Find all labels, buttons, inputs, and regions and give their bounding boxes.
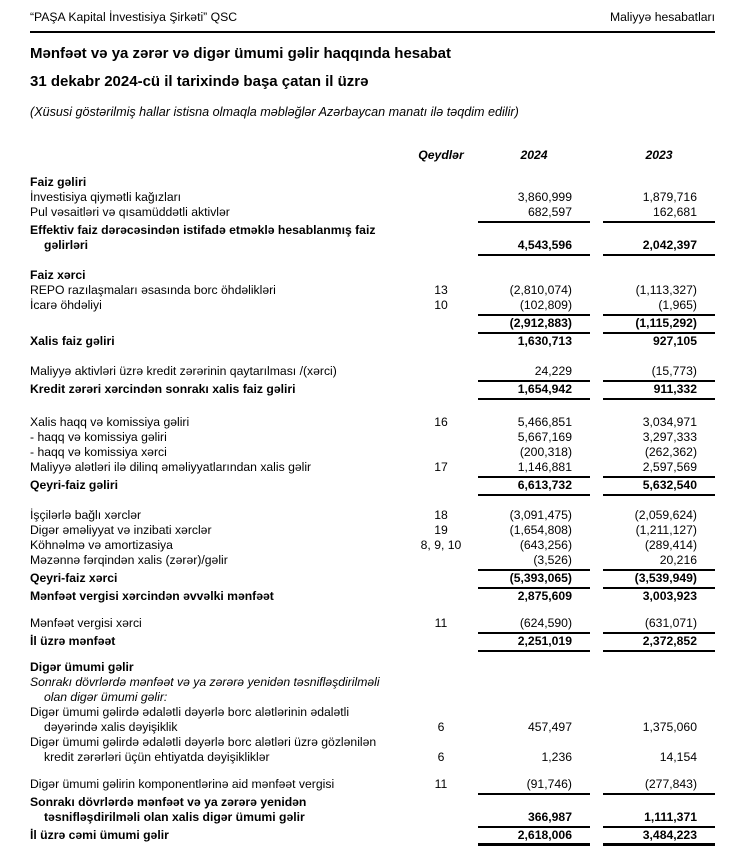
value-2024: 5,466,851 <box>517 415 572 429</box>
section-row <box>30 175 715 190</box>
value-2024: 457,497 <box>527 720 572 734</box>
value-2023: (1,113,327) <box>635 283 697 297</box>
statement-body <box>30 175 715 846</box>
statement-row <box>30 283 715 298</box>
statement-row <box>30 571 715 589</box>
statement-row <box>30 589 715 604</box>
statement-row <box>30 364 715 382</box>
value-2023: 1,375,060 <box>642 720 697 734</box>
value-2023: (1,115,292) <box>603 316 715 334</box>
value-2024: (3,526) <box>478 553 590 571</box>
value-2024: (643,256) <box>519 538 572 552</box>
row-label-line: Digər ümumi gəlirin komponentlərinə aid mənfəət vergisi <box>30 777 335 791</box>
table-header-row <box>30 148 715 163</box>
value-2024: (2,810,074) <box>509 283 572 297</box>
statement-row <box>30 445 715 460</box>
statement-row <box>30 523 715 538</box>
row-label-line: Digər ümumi gəlir <box>30 660 134 674</box>
statement-row <box>30 460 715 478</box>
statement-row <box>30 616 715 634</box>
spacer-row <box>30 765 715 777</box>
value-2024: 2,618,006 <box>478 828 590 846</box>
note-reference: 10 <box>434 298 448 312</box>
row-label <box>30 478 388 496</box>
value-2024: (624,590) <box>478 616 590 634</box>
row-label-line: - haqq və komissiya gəliri <box>30 430 167 444</box>
row-label <box>30 445 388 460</box>
row-label <box>30 268 388 283</box>
value-2023: (3,539,949) <box>603 571 715 589</box>
row-label <box>30 538 388 553</box>
value-2024: 366,987 <box>478 810 590 828</box>
note-reference <box>388 493 478 496</box>
row-label <box>30 283 388 298</box>
report-section-label: Maliyyə hesabatları <box>610 10 715 24</box>
row-label-line: İnvestisiya qiymətli kağızları <box>30 190 182 204</box>
row-label <box>30 589 388 604</box>
spacer-row <box>30 496 715 508</box>
value-2023: 1,879,716 <box>642 190 697 204</box>
statement-row <box>30 675 715 705</box>
value-2024: (200,318) <box>519 445 572 459</box>
note-reference: 11 <box>434 616 448 630</box>
note-reference: 18 <box>434 508 448 522</box>
document-header <box>30 8 715 33</box>
statement-row <box>30 382 715 400</box>
value-2023: 2,042,397 <box>603 238 715 256</box>
note-reference <box>388 331 478 334</box>
statement-row <box>30 795 715 828</box>
value-2023: (277,843) <box>603 777 715 795</box>
row-label <box>30 523 388 538</box>
row-label <box>30 334 388 349</box>
statement-row <box>30 553 715 571</box>
row-label <box>30 460 388 478</box>
row-label <box>30 415 388 430</box>
row-label <box>30 190 388 205</box>
row-label-line: gəlirləri <box>44 238 89 252</box>
note-reference: 17 <box>434 460 448 474</box>
statement-period: 31 dekabr 2024-cü il tarixində başa çatan il üzrə <box>30 73 369 90</box>
value-2023: 5,632,540 <box>603 478 715 496</box>
section-row <box>30 660 715 675</box>
note-reference: 8, 9, 10 <box>420 538 462 552</box>
value-2023: (15,773) <box>603 364 715 382</box>
statement-row <box>30 735 715 765</box>
note-reference: 6 <box>437 720 445 734</box>
row-label-line: Xalis haqq və komissiya gəliri <box>30 415 190 429</box>
row-label-line: təsnifləşdirilməli olan xalis digər ümumi gəlir <box>44 810 305 824</box>
company-name: “PAŞA Kapital İnvestisiya Şirkəti” QSC <box>30 10 238 24</box>
value-2024: 1,654,942 <box>478 382 590 400</box>
value-2024: (102,809) <box>478 298 590 316</box>
section-row <box>30 268 715 283</box>
column-header-2024: 2024 <box>520 148 548 162</box>
row-label-line: olan digər ümumi gəlir: <box>44 690 168 704</box>
value-2024: 1,236 <box>541 750 572 764</box>
value-2024: 1,146,881 <box>478 460 590 478</box>
value-2024: 1,630,713 <box>517 334 572 348</box>
value-2023: (262,362) <box>644 445 697 459</box>
value-2023: (2,059,624) <box>634 508 697 522</box>
row-label-line: Mənfəət vergisi xərcindən əvvəlki mənfəət <box>30 589 274 603</box>
spacer-row <box>30 256 715 268</box>
value-2023: 20,216 <box>603 553 715 571</box>
spacer-row <box>30 400 715 415</box>
statement-table <box>30 148 715 846</box>
value-2023: (1,211,127) <box>635 523 697 537</box>
note-reference: 19 <box>434 523 448 537</box>
row-label-line: Qeyri-faiz gəliri <box>30 478 119 492</box>
statement-row <box>30 705 715 735</box>
statement-row <box>30 634 715 652</box>
row-label <box>30 634 388 652</box>
row-label-line: İcarə öhdəliyi <box>30 298 102 312</box>
row-label-line: Sonrakı dövrlərdə mənfəət və ya zərərə yenidən təsnifləşdirilməli <box>30 675 380 689</box>
value-2023: 2,597,569 <box>603 460 715 478</box>
note-reference <box>388 825 478 828</box>
statement-row <box>30 478 715 496</box>
spacer-row <box>30 349 715 364</box>
value-2024: 4,543,596 <box>478 238 590 256</box>
row-label <box>30 223 388 256</box>
value-2024: 24,229 <box>478 364 590 382</box>
value-2023: 911,332 <box>603 382 715 400</box>
row-label-line: Digər əməliyyat və inzibati xərclər <box>30 523 212 537</box>
row-label <box>30 795 388 828</box>
value-2024: (2,912,883) <box>478 316 590 334</box>
note-reference <box>388 220 478 223</box>
row-label <box>30 828 388 846</box>
row-label <box>30 705 388 735</box>
statement-row <box>30 430 715 445</box>
statement-row <box>30 316 715 334</box>
note-reference <box>388 379 478 382</box>
row-label-line: Sonrakı dövrlərdə mənfəət və ya zərərə yenidən <box>30 795 307 809</box>
value-2023: 3,484,223 <box>603 828 715 846</box>
value-2024: (91,746) <box>478 777 590 795</box>
row-label-line: Faiz xərci <box>30 268 86 282</box>
row-label-line: REPO razılaşmaları əsasında borc öhdəlikləri <box>30 283 276 297</box>
value-2023: 927,105 <box>652 334 697 348</box>
value-2023: 3,003,923 <box>642 589 697 603</box>
row-label <box>30 298 388 316</box>
row-label <box>30 175 388 190</box>
row-label <box>30 382 388 400</box>
value-2024: 2,875,609 <box>517 589 572 603</box>
statement-row <box>30 508 715 523</box>
row-label-line: Kredit zərəri xərcindən sonrakı xalis faiz gəliri <box>30 382 296 396</box>
statement-row <box>30 538 715 553</box>
note-reference: 13 <box>434 283 448 297</box>
row-label-line: Pul vəsaitləri və qısamüddətli aktivlər <box>30 205 230 219</box>
row-label-line: İl üzrə mənfəət <box>30 634 116 648</box>
statement-row <box>30 334 715 349</box>
statement-row <box>30 298 715 316</box>
row-label-line: Qeyri-faiz xərci <box>30 571 118 585</box>
row-label-line: Məzənnə fərqindən xalis (zərər)/gəlir <box>30 553 228 567</box>
row-label-line: Maliyyə alətləri ilə dilinq əməliyyatlarından xalis gəlir <box>30 460 312 474</box>
spacer-row <box>30 604 715 616</box>
statement-title: Mənfəət və ya zərər və digər ümumi gəlir haqqında hesabat <box>30 45 451 62</box>
value-2024: 6,613,732 <box>478 478 590 496</box>
statement-row <box>30 223 715 256</box>
value-2024: 5,667,169 <box>517 430 572 444</box>
value-2023: (631,071) <box>603 616 715 634</box>
value-2024: 3,860,999 <box>517 190 572 204</box>
note-reference <box>388 568 478 571</box>
row-label <box>30 571 388 589</box>
value-2024: (3,091,475) <box>509 508 572 522</box>
row-label-line: İşçilərlə bağlı xərclər <box>30 508 142 522</box>
row-label-line: İl üzrə cəmi ümumi gəlir <box>30 828 169 842</box>
statement-row <box>30 828 715 846</box>
note-reference <box>388 253 478 256</box>
row-label <box>30 553 388 571</box>
value-2023: (1,965) <box>603 298 715 316</box>
row-label <box>30 364 388 382</box>
column-header-notes: Qeydlər <box>418 148 464 162</box>
row-label-line: Digər ümumi gəlirdə ədalətli dəyərlə borc alətləri üzrə gözlənilən <box>30 735 377 749</box>
value-2023: 1,111,371 <box>603 810 715 828</box>
note-reference: 6 <box>437 750 445 764</box>
value-2023: 14,154 <box>659 750 697 764</box>
row-label-line: Maliyyə aktivləri üzrə kredit zərərinin qaytarılması /(xərci) <box>30 364 337 378</box>
note-reference <box>388 586 478 589</box>
value-2023: (289,414) <box>644 538 697 552</box>
value-2023: 3,297,333 <box>642 430 697 444</box>
value-2023: 2,372,852 <box>603 634 715 652</box>
row-label <box>30 616 388 634</box>
note-reference <box>388 397 478 400</box>
row-label-line: - haqq və komissiya xərci <box>30 445 167 459</box>
row-label <box>30 660 388 675</box>
value-2024: (5,393,065) <box>478 571 590 589</box>
row-label-line: Effektiv faiz dərəcəsindən istifadə etməklə hesablanmış faiz <box>30 223 376 237</box>
row-label-line: kredit zərərləri üçün ehtiyatda dəyişikliklər <box>44 750 270 764</box>
presentation-note: (Xüsusi göstərilmiş hallar istisna olmaqla məbləğlər Azərbaycan manatı ilə təqdim edilir) <box>30 105 519 119</box>
note-reference <box>388 649 478 652</box>
row-label-line: Köhnəlmə və amortizasiya <box>30 538 173 552</box>
row-label-line: Xalis faiz gəliri <box>30 334 115 348</box>
row-label-line: Faiz gəliri <box>30 175 87 189</box>
value-2024: 682,597 <box>478 205 590 223</box>
statement-row <box>30 205 715 223</box>
row-label <box>30 430 388 445</box>
column-header-2023: 2023 <box>645 148 673 162</box>
statement-row <box>30 777 715 795</box>
row-label <box>30 205 388 223</box>
row-label-line: dəyərində xalis dəyişiklik <box>44 720 178 734</box>
statement-row <box>30 190 715 205</box>
value-2024: 2,251,019 <box>478 634 590 652</box>
row-label <box>30 508 388 523</box>
row-label <box>30 735 388 765</box>
row-label-line: Mənfəət vergisi xərci <box>30 616 142 630</box>
value-2023: 162,681 <box>603 205 715 223</box>
note-reference: 16 <box>434 415 448 429</box>
note-reference: 11 <box>434 777 448 791</box>
row-label <box>30 777 388 795</box>
row-label-line: Digər ümumi gəlirdə ədalətli dəyərlə borc alətlərinin ədalətli <box>30 705 350 719</box>
value-2024: (1,654,808) <box>509 523 572 537</box>
spacer-row <box>30 652 715 660</box>
row-label <box>30 675 388 705</box>
statement-row <box>30 415 715 430</box>
note-reference <box>388 843 478 846</box>
value-2023: 3,034,971 <box>642 415 697 429</box>
